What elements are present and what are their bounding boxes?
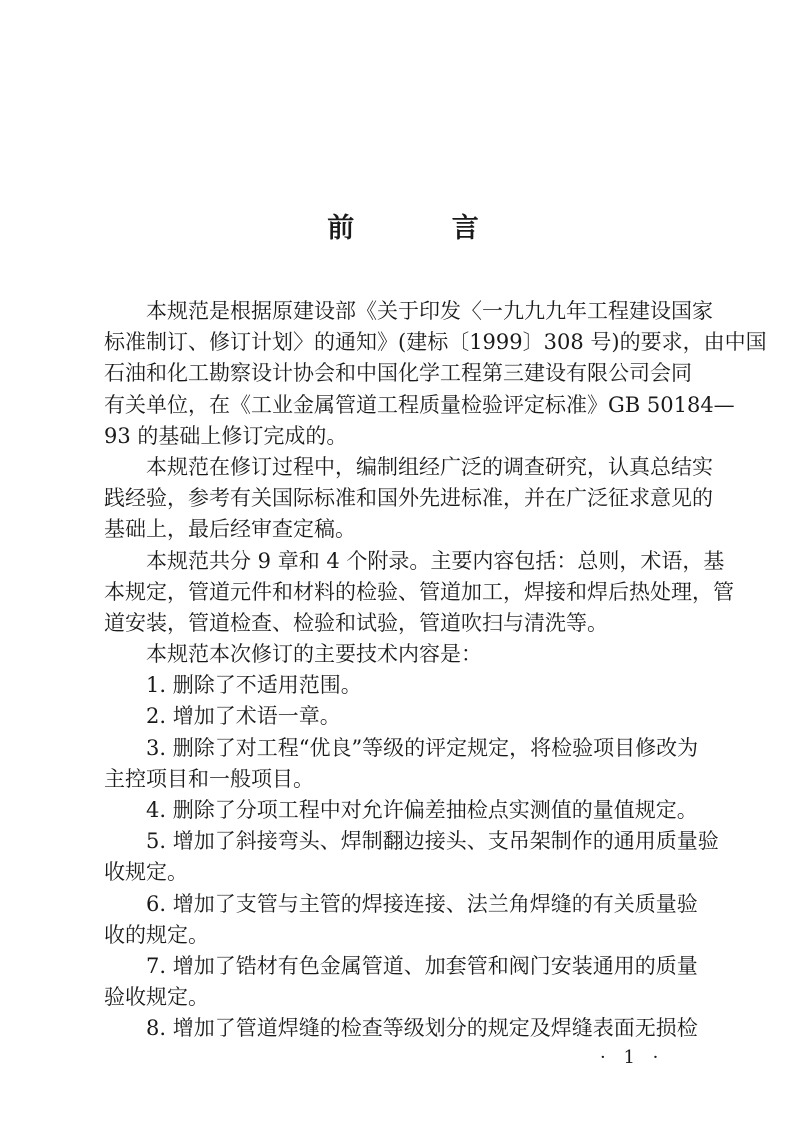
text-line: 本规范在修订过程中，编制组经广泛的调查研究，认真总结实 [146,454,713,479]
text-line: 本规范是根据原建设部《关于印发〈一九九九年工程建设国家 [146,299,713,323]
text-line: 有关单位，在《工业金属管道工程质量检验评定标准》GB 50184— [104,392,735,417]
paragraph [104,826,719,888]
text-line: 6. 增加了支管与主管的焊接连接、法兰角焊缝的有关质量验 [146,891,698,916]
paragraph [104,701,668,732]
text-line: 践经验，参考有关国际标准和国外先进标准，并在广泛征求意见的 [104,486,713,511]
text-line: 主控项目和一般项目。 [104,766,314,791]
text-line: 7. 增加了锆材有色金属管道、加套管和阀门安装通用的质量 [146,953,698,978]
paragraph [104,639,668,670]
page-title: 前 言 [327,213,523,244]
text-line: 验收规定。 [104,985,209,1010]
paragraph [104,546,734,640]
text-line: 标准制订、修订计划〉的通知》(建标〔1999〕308 号)的要求，由中国 [104,330,767,355]
page-number: · 1 · [600,1047,665,1068]
paragraph [104,1013,698,1044]
text-line: 石油和化工勘察设计协会和中国化学工程第三建设有限公司会同 [104,361,692,386]
text-line: 93 的基础上修订完成的。 [104,423,348,448]
text-line: 3. 删除了对工程“优良”等级的评定规定，将检验项目修改为 [146,735,699,760]
text-line: 收的规定。 [104,922,209,947]
paragraph [104,889,698,951]
text-line: 道安装，管道检查、检验和试验，管道吹扫与清洗等。 [104,610,608,635]
text-line: 5. 增加了斜接弯头、焊制翻边接头、支吊架制作的通用质量验 [146,829,719,854]
paragraph [104,951,698,1013]
paragraph [104,296,767,452]
paragraph [104,452,713,546]
text-line: 本规范本次修订的主要技术内容是： [146,642,482,667]
text-line: 本规范共分 9 章和 4 个附录。主要内容包括：总则，术语，基 [146,548,725,573]
text-line: 4. 删除了分项工程中对允许偏差抽检点实测值的量值规定。 [146,798,698,822]
text-line: 本规定，管道元件和材料的检验、管道加工，焊接和焊后热处理，管 [104,579,734,604]
paragraph [104,733,699,795]
document-body [104,296,767,1045]
text-line: 2. 增加了术语一章。 [146,704,341,729]
paragraph [104,670,668,701]
text-line: 基础上，最后经审查定稿。 [104,517,356,542]
paragraph [104,795,698,826]
text-line: 8. 增加了管道焊缝的检查等级划分的规定及焊缝表面无损检 [146,1016,698,1041]
text-line: 1. 删除了不适用范围。 [146,673,362,698]
text-line: 收规定。 [104,860,188,885]
